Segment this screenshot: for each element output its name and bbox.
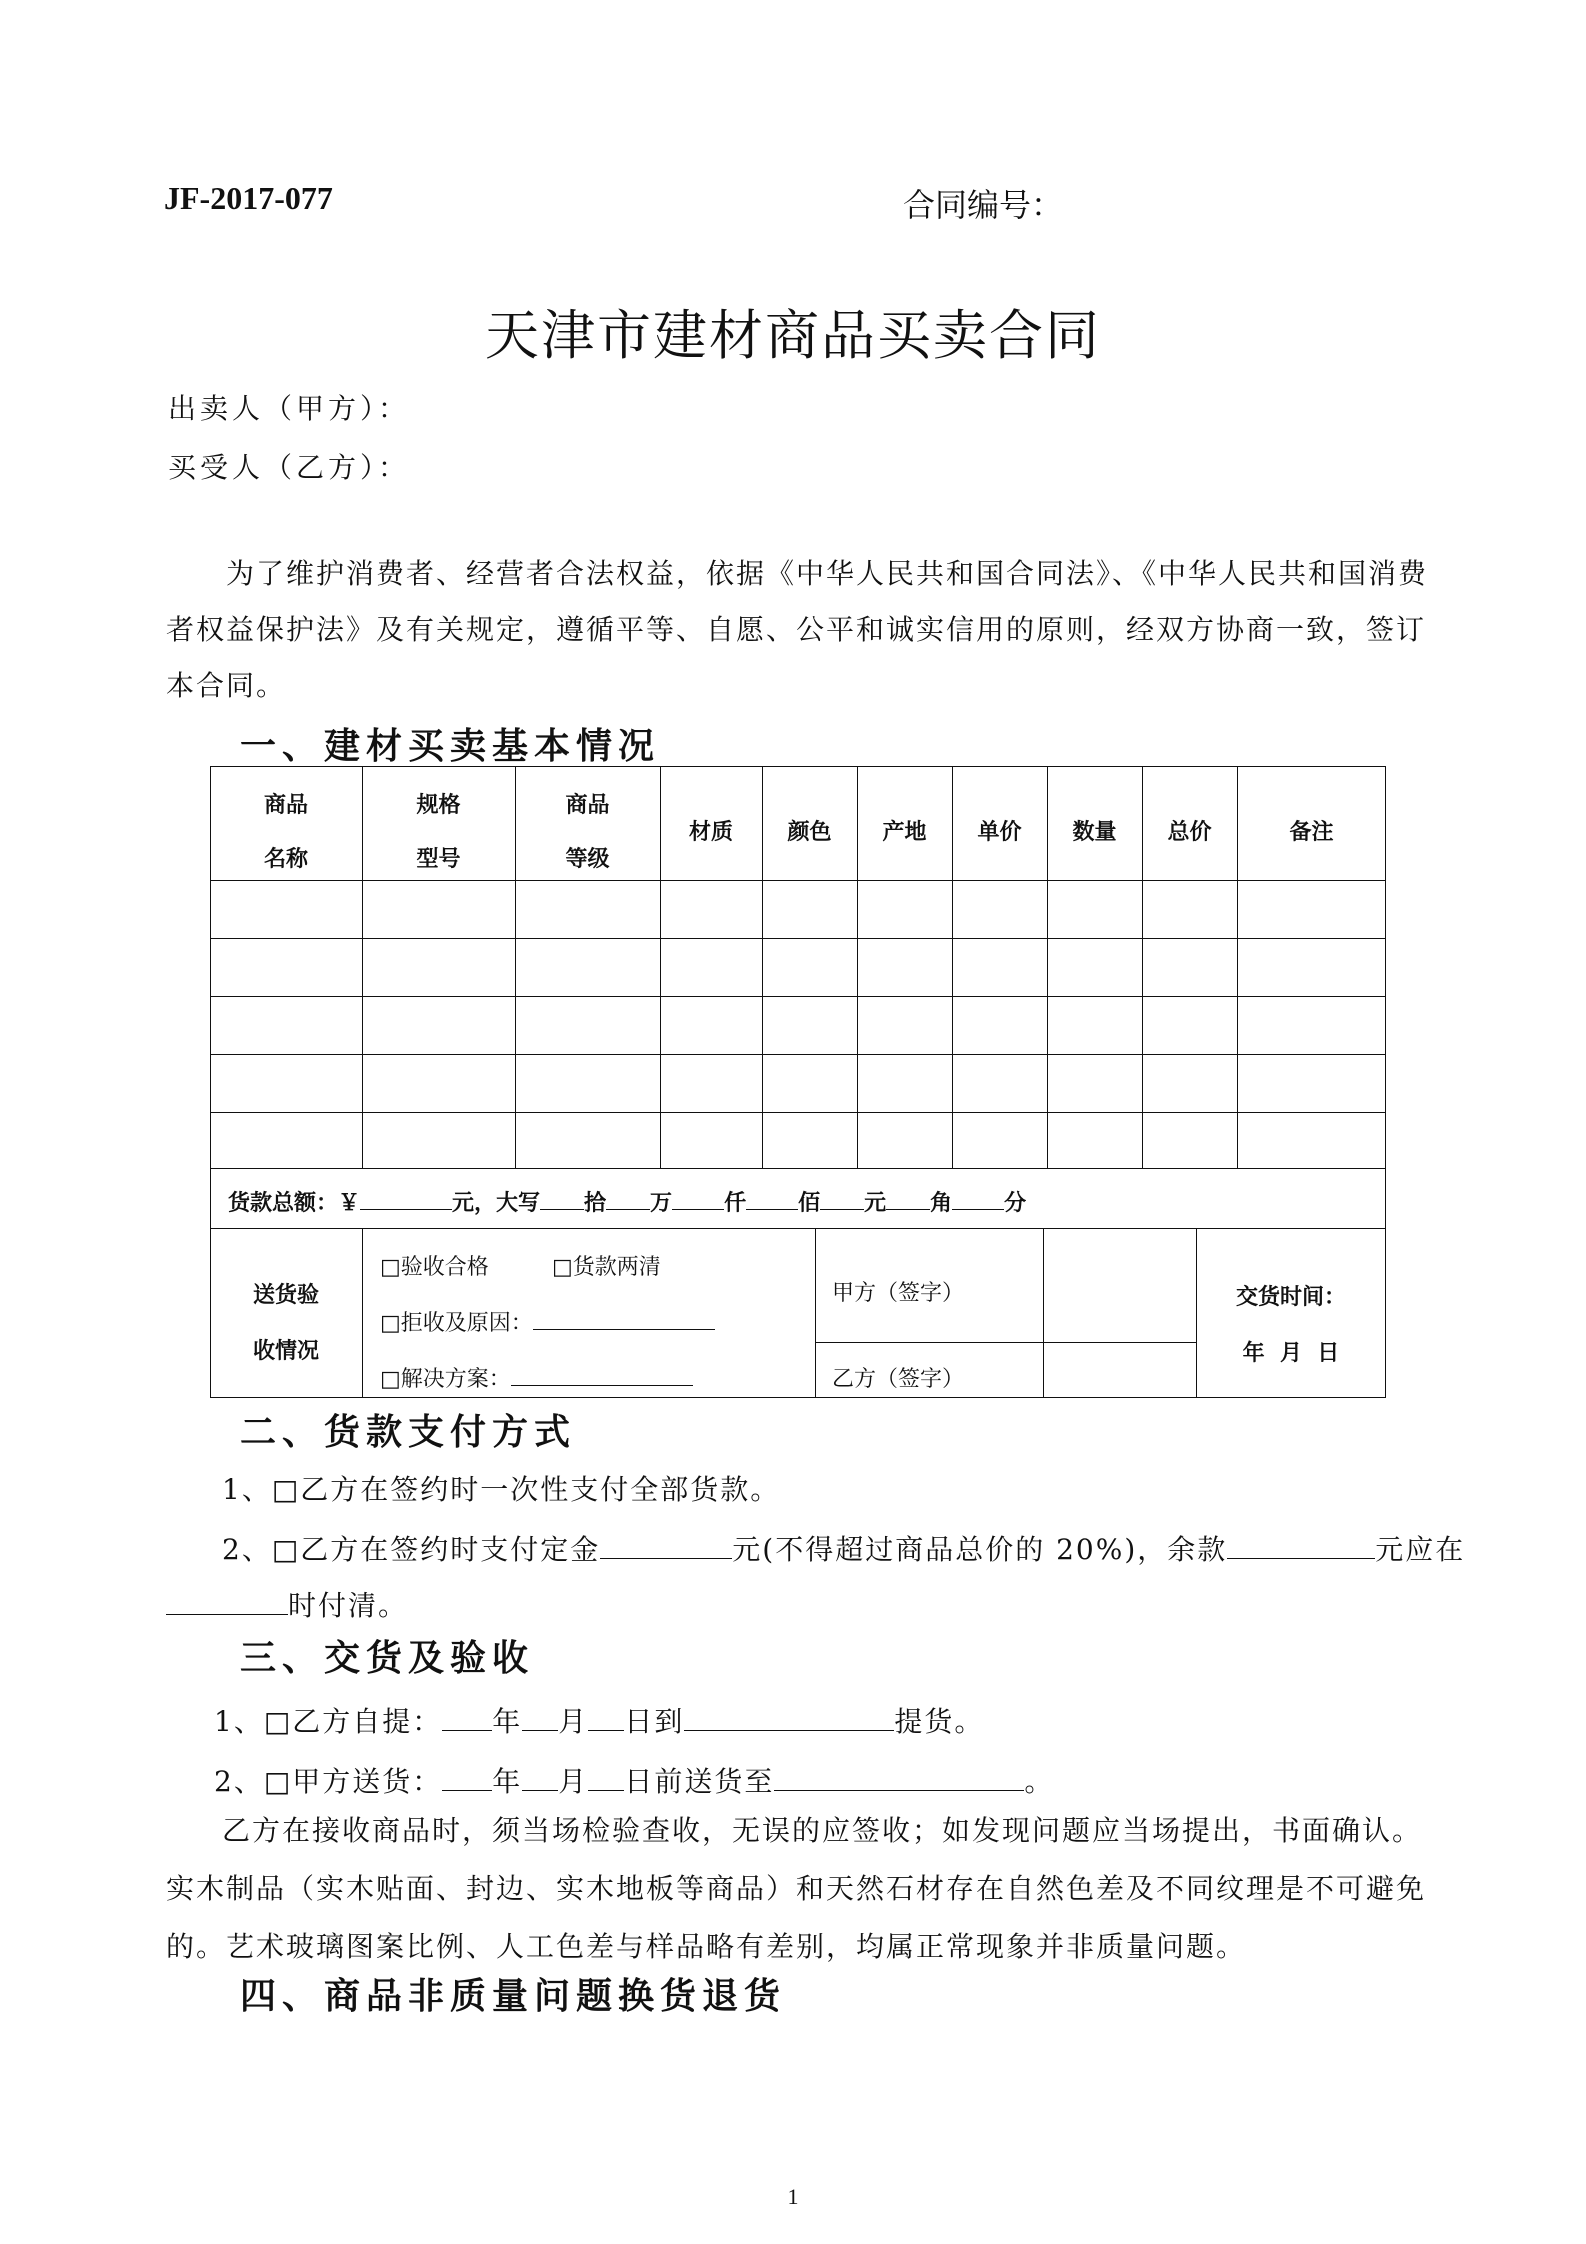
option-solution-checkbox[interactable]: □解决方案： [380,1367,511,1392]
delivery-option-1-text: 1、□乙方自提： [214,1705,443,1738]
amount-fen-field[interactable] [952,1187,1004,1210]
section3-heading: 三、交货及验收 [240,1638,535,1679]
unit-jiao: 角 [930,1191,953,1216]
month-label-2: 月 [558,1765,589,1798]
month-label: 月 [558,1705,589,1738]
document-code: JF-2017-077 [164,180,333,216]
amount-yuan-field[interactable] [820,1187,864,1210]
unit-fen: 分 [1004,1191,1027,1216]
delivery-option-1 [214,1700,984,1740]
solution-field[interactable] [511,1363,693,1386]
pickup-month-field[interactable] [522,1704,558,1731]
col-header-material: 材质 [688,820,733,845]
option-solution-row [380,1362,693,1393]
col-header-grade-1: 商品 [565,793,610,818]
total-amount-label: 货款总额：￥ [228,1191,361,1216]
seller-label: 出卖人（甲方）： [168,392,411,425]
col-header-remarks: 备注 [1289,820,1334,845]
col-header-grade-2: 等级 [565,847,610,872]
document-title: 天津市建材商品买卖合同 [485,304,1101,367]
page-number: 1 [787,2184,799,2209]
delivery-time-label: 交货时间： [1235,1285,1346,1310]
pickup-year-field[interactable] [442,1704,492,1731]
col-header-quantity: 数量 [1072,820,1117,845]
deliver-before-label: 日前送货至 [624,1765,775,1798]
col-header-spec-1: 规格 [416,793,461,818]
option-reject-row [380,1306,715,1337]
unit-shi: 拾 [584,1191,607,1216]
payment-option-1: 1、□乙方在签约时一次性支付全部货款。 [222,1473,781,1506]
payment-option-2 [222,1528,1465,1568]
delivery-option-2-text: 2、□甲方送货： [214,1765,443,1798]
balance-amount-field[interactable] [1227,1532,1375,1559]
delivery-day-field[interactable] [588,1764,624,1791]
section2-heading: 二、货款支付方式 [240,1412,577,1453]
acceptance-paragraph: 乙方在接收商品时，须当场检验查收，无误的应签收；如发现问题应当场提出，书面确认。实木制品（实木贴面、封边、实木地板等商品）和天然石材存在自然色差及不同纹理是不可避免的。艺术玻璃图案比例、人工色差与样品略有差别，均属正常现象并非质量问题。 [166,1814,1427,1963]
option-accepted-checkbox[interactable]: □验收合格 [380,1255,489,1280]
unit-bai: 佰 [798,1191,821,1216]
total-amount-row [228,1186,1026,1217]
party-b-signature-label: 乙方（签字） [832,1367,965,1392]
pickup-suffix: 提货。 [894,1705,985,1738]
buyer-label: 买受人（乙方）： [168,451,411,484]
option-reject-checkbox[interactable]: □拒收及原因： [380,1311,533,1336]
amount-bai-field[interactable] [746,1187,798,1210]
delivery-label-2: 收情况 [252,1339,319,1364]
delivery-year-field[interactable] [442,1764,492,1791]
reject-reason-field[interactable] [533,1307,715,1330]
year-label-2: 年 [492,1765,523,1798]
intro-paragraph: 为了维护消费者、经营者合法权益，依据《中华人民共和国合同法》、《中华人民共和国消费者权益保护法》及有关规定，遵循平等、自愿、公平和诚实信用的原则，经双方协商一致，签订本合同。 [166,557,1429,702]
amount-wan-field[interactable] [606,1187,650,1210]
total-amount-field[interactable] [360,1187,452,1210]
delivery-date: 年 月 日 [1242,1341,1340,1366]
payment-option-2-text-b: 元(不得超过商品总价的 20%)，余款 [732,1533,1228,1566]
pickup-day-field[interactable] [588,1704,624,1731]
balance-due-field[interactable] [166,1588,288,1615]
pickup-location-field[interactable] [684,1704,894,1731]
option-paid-checkbox[interactable]: □货款两清 [552,1255,661,1280]
delivery-suffix: 。 [1024,1765,1055,1798]
col-header-total: 总价 [1167,820,1212,845]
party-a-signature-label: 甲方（签字） [832,1281,965,1306]
day-to-label: 日到 [624,1705,685,1738]
contract-number-label: 合同编号： [903,186,1064,224]
yuan-uppercase-label: 元，大写 [452,1191,541,1216]
payment-option-2-text-a: 2、□乙方在签约时支付定金 [222,1533,601,1566]
delivery-option-2 [214,1760,1054,1800]
unit-yuan: 元 [864,1191,887,1216]
col-header-name-1: 商品 [263,793,308,818]
col-header-origin: 产地 [882,820,927,845]
amount-shi-field[interactable] [540,1187,584,1210]
payment-option-2-text-c: 元应在 [1375,1533,1466,1566]
deposit-amount-field[interactable] [600,1532,732,1559]
amount-qian-field[interactable] [672,1187,724,1210]
section1-heading: 一、建材买卖基本情况 [240,726,661,767]
year-label: 年 [492,1705,523,1738]
col-header-unit-price: 单价 [977,820,1022,845]
delivery-month-field[interactable] [522,1764,558,1791]
col-header-color: 颜色 [787,820,832,845]
delivery-label-1: 送货验 [252,1283,319,1308]
col-header-spec-2: 型号 [416,847,461,872]
col-header-name-2: 名称 [263,847,308,872]
payment-option-2-text-d: 时付清。 [288,1589,409,1622]
section4-heading: 四、商品非质量问题换货退货 [240,1976,787,2017]
payment-option-2-cont [166,1584,408,1624]
unit-wan: 万 [650,1191,673,1216]
delivery-location-field[interactable] [774,1764,1024,1791]
amount-jiao-field[interactable] [886,1187,930,1210]
unit-qian: 仟 [724,1191,747,1216]
